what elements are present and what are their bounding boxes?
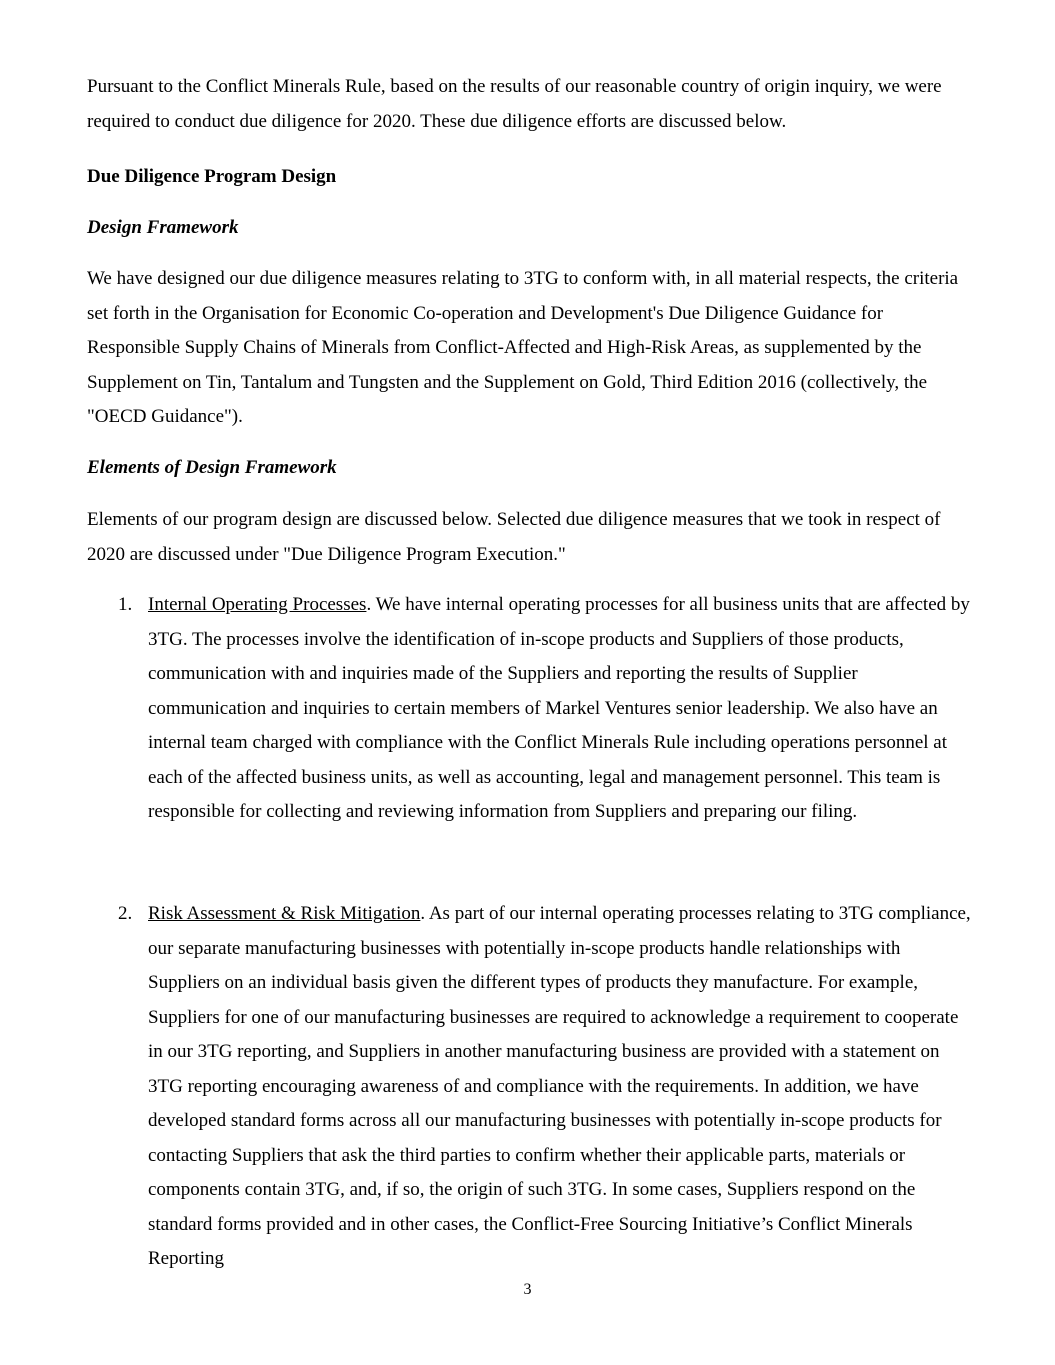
list-item-text: . As part of our internal operating processes relating to 3TG compliance, our separate manufacturing businesses with potentially in-scope products handle relationships with Suppliers on an individual basis given the different types of products they manufacture. For example, Suppliers for one of our manufacturing businesses are required to acknowledge a requirement to cooperate in our 3TG reporting, and Suppliers in another manufacturing business are provided with a statement on 3TG reporting encouraging awareness of and compliance with the requirements. In addition, we have developed standard forms across all our manufacturing businesses with potentially in-scope products for contacting Suppliers that ask the third parties to confirm whether their applicable parts, materials or components contain 3TG, and, if so, the origin of such 3TG. In some cases, Suppliers respond on the standard forms provided and in other cases, the Conflict-Free Sourcing Initiative’s Conflict Minerals Reporting <box>148 903 971 1269</box>
list-item-title: Risk Assessment & Risk Mitigation <box>148 903 421 924</box>
design-framework-paragraph: We have designed our due diligence measures relating to 3TG to conform with, in all material respects, the criteria set forth in the Organisation for Economic Co-operation and Development's Due Diligence Guidance for Responsible Supply Chains of Minerals from Conflict-Affected and High-Risk Areas, as supplemented by the Supplement on Tin, Tantalum and Tungsten and the Supplement on Gold, Third Edition 2016 (collectively, the "OECD Guidance"). <box>87 268 959 427</box>
list-item-text: . We have internal operating processes for all business units that are affected by 3TG. The processes involve the identification of in-scope products and Suppliers of those products, communication with and inquiries made of the Suppliers and reporting the results of Supplier communication and inquiries to certain members of Markel Ventures senior leadership. We also have an internal team charged with compliance with the Conflict Minerals Rule including operations personnel at each of the affected business units, as well as accounting, legal and management personnel. This team is responsible for collecting and reviewing information from Suppliers and preparing our filing. <box>148 594 970 822</box>
list-item-number: 2. <box>118 903 133 924</box>
intro-paragraph: Pursuant to the Conflict Minerals Rule, based on the results of our reasonable country of origin inquiry, we were required to conduct due diligence for 2020. These due diligence efforts are discussed below. <box>87 76 942 132</box>
list-item-body <box>148 897 972 1277</box>
list-item-body <box>148 588 972 830</box>
list-item-title: Internal Operating Processes <box>148 594 367 615</box>
heading-program-design: Due Diligence Program Design <box>87 166 337 187</box>
page-number: 3 <box>523 1281 532 1298</box>
heading-design-framework: Design Framework <box>87 217 239 238</box>
heading-elements-of-design-framework: Elements of Design Framework <box>87 457 337 478</box>
list-item-number: 1. <box>118 594 133 615</box>
elements-paragraph: Elements of our program design are discussed below. Selected due diligence measures that we took in respect of 2020 are discussed under "Due Diligence Program Execution." <box>87 509 941 565</box>
